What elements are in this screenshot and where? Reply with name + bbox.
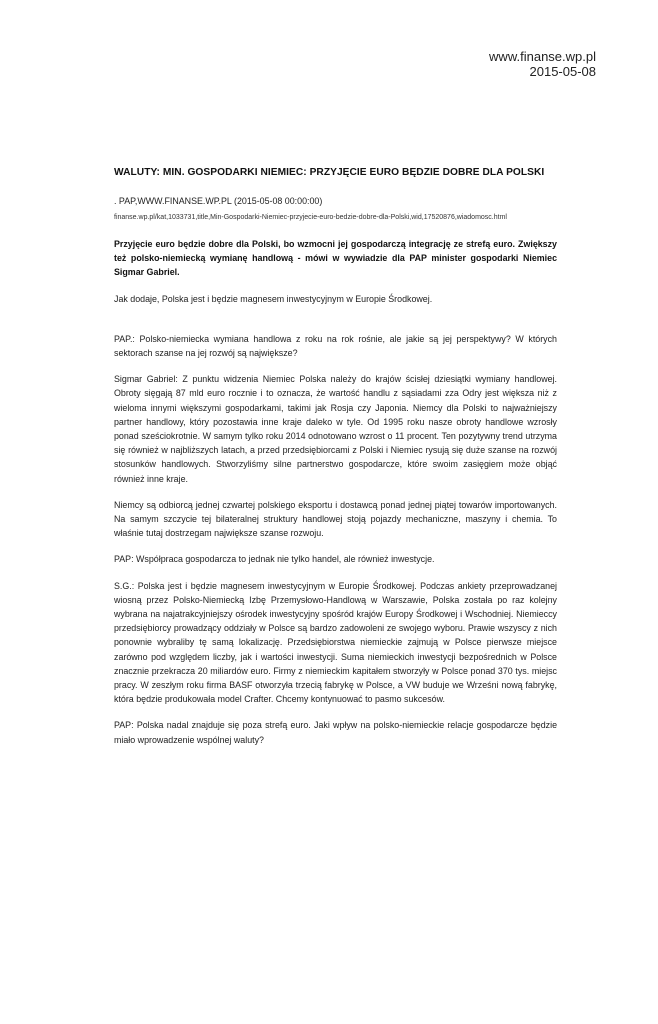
article-url: finanse.wp.pl/kat,1033731,title,Min-Gospodarki-Niemiec-przyjecie-euro-bedzie-dobre-dla-Polski,wid,17520876,wiadomosc.html	[114, 214, 507, 221]
interview-question: PAP.: Polsko-niemiecka wymiana handlowa z roku na rok rośnie, ale jakie są jej perspektywy? W których sektorach szanse na jej rozwój są największe?	[114, 333, 557, 359]
site-name: www.finanse.wp.pl	[489, 49, 596, 64]
page-header	[489, 49, 596, 79]
interview-question: PAP: Polska nadal znajduje się poza strefą euro. Jaki wpływ na polsko-niemieckie relacje gospodarcze będzie miało wprowadzenie wspólnej waluty?	[114, 720, 557, 745]
interview-question: PAP: Współpraca gospodarcza to jednak nie tylko handel, ale również inwestycje.	[114, 554, 435, 565]
interview-answer: Sigmar Gabriel: Z punktu widzenia Niemiec Polska należy do krajów ścisłej dziesiątki wymiany handlowej. Obroty sięgają 87 mld euro rocznie i to oznacza, że wartość handlu z sąsiadami zza Odry jest większa niż z wieloma innymi większymi gospodarkami, takimi jak Rosja czy Japonia. Niemcy dla Polski to najważniejszy partner handlowy, który pozostawia inne kraje daleko w tyle. Od 1995 roku nasze obroty handlowe wzrosły ponad sześciokrotnie. W samym tylko roku 2014 odnotowano wzrost o 11 procent. Ten pozytywny trend utrzyma się również w najbliższych latach, a przed przedsiębiorcami z Polski i Niemiec rysują się duże szanse na rozwój stosunków handlowych. Stworzyliśmy silne partnerstwo gospodarcze, które swoim zasięgiem może objąć również inne kraje.	[114, 374, 557, 484]
article-body	[114, 166, 557, 747]
article-source: . PAP,WWW.FINANSE.WP.PL (2015-05-08 00:00:00)	[114, 196, 323, 206]
interview-answer: Niemcy są odbiorcą jednej czwartej polskiego eksportu i dostawcą ponad jednej piątej towarów importowanych. Na samym szczycie tej bilateralnej struktury handlowej stoją pojazdy mechaniczne, maszyny i chemia. To właśnie tutaj dostrzegam największe szanse rozwoju.	[114, 499, 557, 539]
interview-answer: S.G.: Polska jest i będzie magnesem inwestycyjnym w Europie Środkowej. Podczas ankiety przeprowadzanej wiosną przez Polsko-Niemiecką Izbę Przemysłowo-Handlową w Warszawie, Polska została po raz kolejny wybrana na najatrakcyjniejszy ośrodek inwestycyjny spośród krajów Europy Środkowej i Wschodniej. Niemieccy przedsiębiorcy prowadzący oddziały w Polsce są bardzo zadowoleni ze swojego wyboru. Prawie wszyscy z nich ponownie wybraliby tę samą lokalizację. Przedsiębiorstwa niemieckie zajmują w Polsce pierwsze miejsce zarówno pod względem liczby, jak i wartości inwestycji. Suma niemieckich inwestycji bezpośrednich w Polsce znacznie przekracza 20 miliardów euro. Firmy z niemieckim kapitałem stworzyły w Polsce ponad 370 tys. miejsc pracy. W zeszłym roku firma BASF otworzyła trzecią fabrykę w Polsce, a VW buduje we Wrześni nową fabrykę, która będzie produkowała model Crafter. Chcemy kontynuować to pasmo sukcesów.	[114, 580, 557, 705]
article-title: WALUTY: MIN. GOSPODARKI NIEMIEC: PRZYJĘCIE EURO BĘDZIE DOBRE DLA POLSKI	[114, 167, 545, 178]
article-lead: Przyjęcie euro będzie dobre dla Polski, bo wzmocni jej gospodarczą integrację ze strefą euro. Zwiększy też polsko-niemiecką wymianę handlową - mówi w wywiadzie dla PAP minister gospodarki Niemiec Sigmar Gabriel.	[114, 239, 557, 278]
publication-date: 2015-05-08	[529, 64, 596, 79]
article-paragraph: Jak dodaje, Polska jest i będzie magnesem inwestycyjnym w Europie Środkowej.	[114, 293, 433, 304]
